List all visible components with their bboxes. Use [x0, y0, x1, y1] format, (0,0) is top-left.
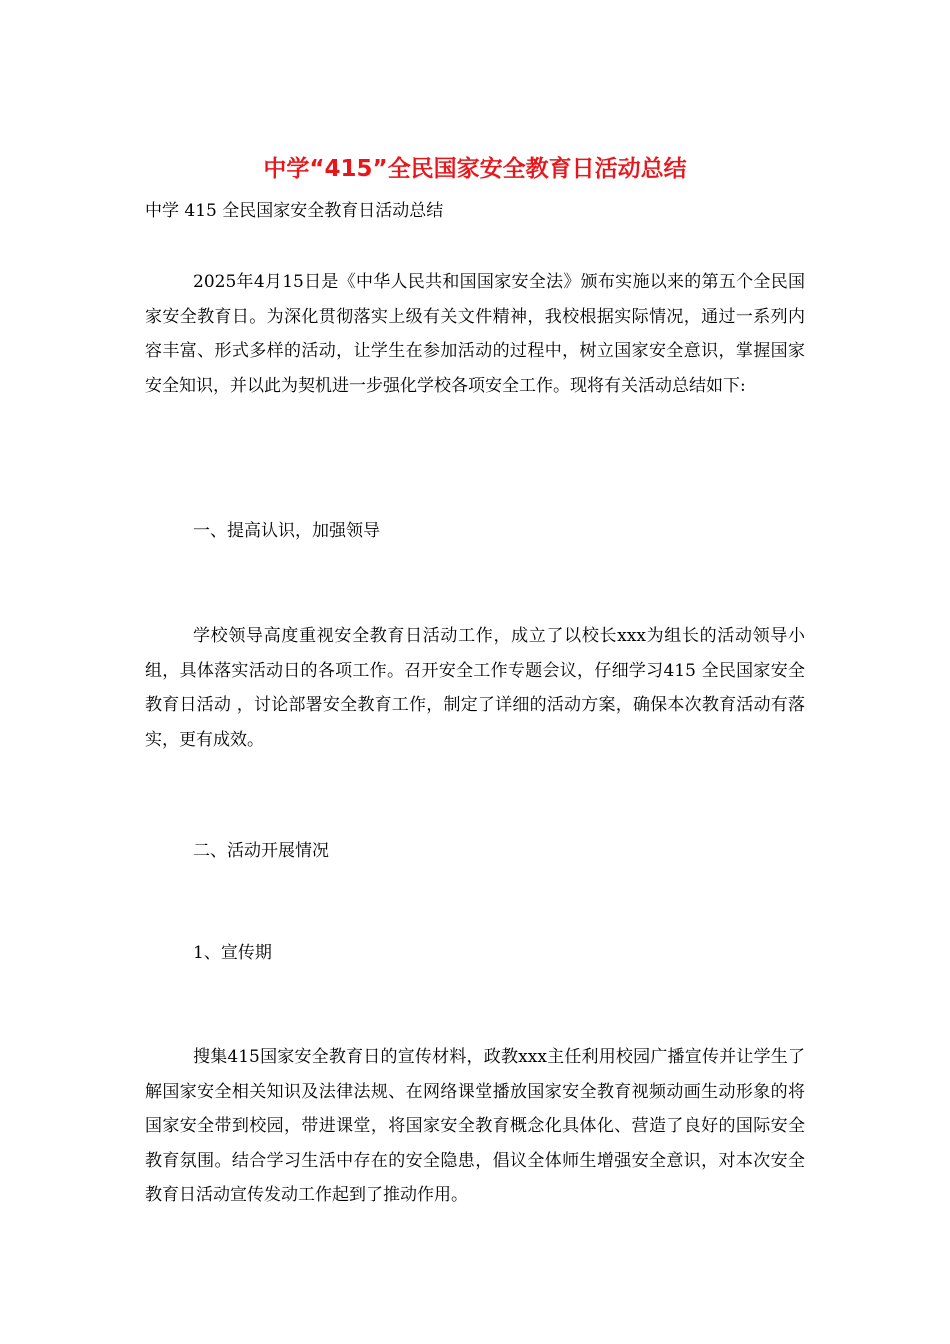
subsection-heading-1: 1、宣传期 — [193, 943, 272, 963]
document-title: 中学“415”全民国家安全教育日活动总结 — [263, 156, 687, 182]
publicity-paragraph: 搜集415国家安全教育日的宣传材料，政教xxx主任利用校园广播宣传并让学生了解国家安全相关知识及法律法规、在网络课堂播放国家安全教育视频动画生动形象的将国家安全带到校园，带进课堂，将国家安全教育概念化具体化、营造了良好的国际安全教育氛围。结合学习生活中存在的安全隐患，倡议全体师生增强安全意识，对本次安全教育日活动宣传发动工作起到了推动作用。 — [145, 1047, 805, 1205]
leadership-paragraph: 学校领导高度重视安全教育日活动工作，成立了以校长xxx为组长的活动领导小组，具体落实活动日的各项工作。召开安全工作专题会议，仔细学习415 全民国家安全教育日活动 ，讨论部署安全教育工作，制定了详细的活动方案，确保本次教育活动有落实，更有成效。 — [145, 626, 805, 750]
section-heading-1: 一、提高认识，加强领导 — [193, 521, 380, 541]
intro-paragraph: 2025年4月15日是《中华人民共和国国家安全法》颁布实施以来的第五个全民国家安全教育日。为深化贯彻落实上级有关文件精神，我校根据实际情况，通过一系列内容丰富、形式多样的活动，让学生在参加活动的过程中，树立国家安全意识，掌握国家安全知识，并以此为契机进一步强化学校各项安全工作。现将有关活动总结如下: — [145, 272, 805, 396]
section-heading-2: 二、活动开展情况 — [193, 841, 329, 861]
document-subtitle: 中学 415 全民国家安全教育日活动总结 — [145, 201, 444, 221]
